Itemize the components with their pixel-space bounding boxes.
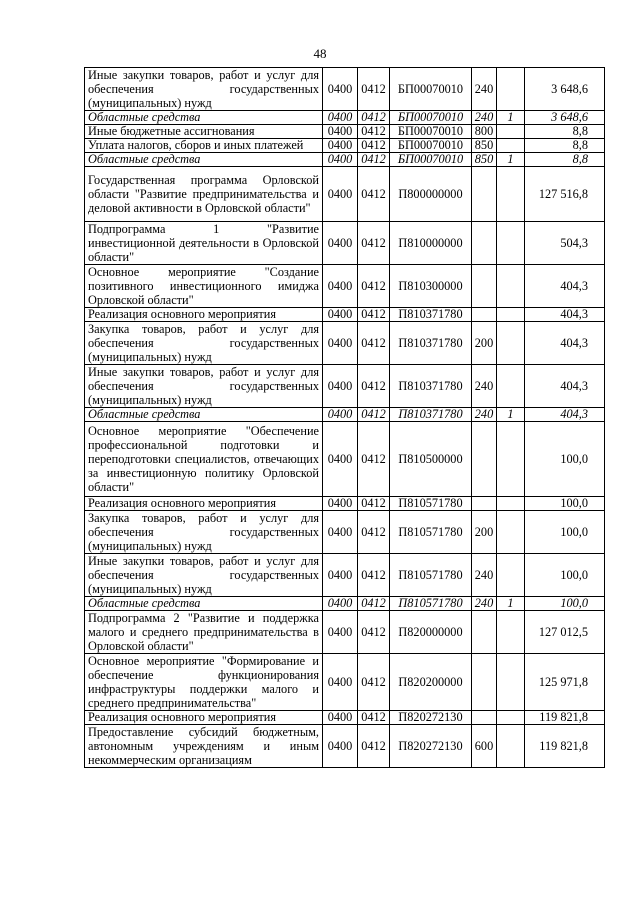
row-expense-type-code <box>472 611 497 654</box>
row-subsection-code: 0412 <box>358 654 390 711</box>
row-target-article-code: П810571780 <box>390 597 472 611</box>
row-name: Иные закупки товаров, работ и услуг для обеспечения государственных (муниципальных) нужд <box>85 365 323 408</box>
row-amount: 504,3 <box>525 222 605 265</box>
row-target-article-code: П810300000 <box>390 265 472 308</box>
row-subsection-code: 0412 <box>358 222 390 265</box>
row-funding-source <box>497 725 525 768</box>
row-funding-source <box>497 139 525 153</box>
row-subsection-code: 0412 <box>358 153 390 167</box>
row-section-code: 0400 <box>323 139 358 153</box>
row-funding-source <box>497 554 525 597</box>
row-funding-source <box>497 711 525 725</box>
row-funding-source <box>497 422 525 497</box>
table-row <box>85 611 605 654</box>
row-funding-source <box>497 654 525 711</box>
row-funding-source: 1 <box>497 408 525 422</box>
row-amount: 100,0 <box>525 422 605 497</box>
row-target-article-code: П810571780 <box>390 497 472 511</box>
row-section-code: 0400 <box>323 125 358 139</box>
table-row <box>85 139 605 153</box>
row-subsection-code: 0412 <box>358 125 390 139</box>
row-name: Иные бюджетные ассигнования <box>85 125 323 139</box>
row-section-code: 0400 <box>323 111 358 125</box>
row-subsection-code: 0412 <box>358 365 390 408</box>
row-name: Основное мероприятие "Создание позитивного инвестиционного имиджа Орловской области" <box>85 265 323 308</box>
row-funding-source <box>497 611 525 654</box>
row-expense-type-code: 800 <box>472 125 497 139</box>
row-name: Закупка товаров, работ и услуг для обеспечения государственных (муниципальных) нужд <box>85 322 323 365</box>
row-subsection-code: 0412 <box>358 111 390 125</box>
table-row <box>85 422 605 497</box>
row-subsection-code: 0412 <box>358 265 390 308</box>
table-row <box>85 554 605 597</box>
row-subsection-code: 0412 <box>358 511 390 554</box>
row-amount: 125 971,8 <box>525 654 605 711</box>
row-funding-source <box>497 125 525 139</box>
row-amount: 3 648,6 <box>525 111 605 125</box>
row-expense-type-code: 850 <box>472 153 497 167</box>
table-row <box>85 222 605 265</box>
row-target-article-code: БП00070010 <box>390 153 472 167</box>
table-row <box>85 125 605 139</box>
row-target-article-code: П800000000 <box>390 167 472 222</box>
row-name: Основное мероприятие "Обеспечение профессиональной подготовки и переподготовки специалистов, отвечающих за инвестиционную политику Орловской области" <box>85 422 323 497</box>
row-amount: 404,3 <box>525 365 605 408</box>
row-target-article-code: П820272130 <box>390 711 472 725</box>
row-name: Реализация основного мероприятия <box>85 308 323 322</box>
table-row <box>85 153 605 167</box>
row-subsection-code: 0412 <box>358 554 390 597</box>
table-row <box>85 654 605 711</box>
row-subsection-code: 0412 <box>358 139 390 153</box>
row-subsection-code: 0412 <box>358 322 390 365</box>
table-row <box>85 711 605 725</box>
row-expense-type-code: 240 <box>472 554 497 597</box>
budget-table <box>84 67 605 768</box>
row-target-article-code: П820200000 <box>390 654 472 711</box>
row-expense-type-code <box>472 265 497 308</box>
row-section-code: 0400 <box>323 365 358 408</box>
row-funding-source <box>497 265 525 308</box>
row-funding-source: 1 <box>497 597 525 611</box>
row-name: Реализация основного мероприятия <box>85 711 323 725</box>
row-expense-type-code: 240 <box>472 408 497 422</box>
row-subsection-code: 0412 <box>358 597 390 611</box>
row-expense-type-code: 850 <box>472 139 497 153</box>
row-target-article-code: БП00070010 <box>390 139 472 153</box>
row-target-article-code: П820272130 <box>390 725 472 768</box>
row-section-code: 0400 <box>323 711 358 725</box>
row-name: Иные закупки товаров, работ и услуг для обеспечения государственных (муниципальных) нужд <box>85 554 323 597</box>
row-subsection-code: 0412 <box>358 422 390 497</box>
row-expense-type-code: 240 <box>472 597 497 611</box>
row-target-article-code: П810571780 <box>390 554 472 597</box>
table-row <box>85 68 605 111</box>
table-row <box>85 167 605 222</box>
row-expense-type-code: 240 <box>472 365 497 408</box>
row-expense-type-code <box>472 711 497 725</box>
row-expense-type-code: 200 <box>472 511 497 554</box>
row-funding-source <box>497 308 525 322</box>
row-expense-type-code: 240 <box>472 111 497 125</box>
row-name: Основное мероприятие "Формирование и обеспечение функционирования инфраструктуры поддержки малого и среднего предпринимательства" <box>85 654 323 711</box>
row-section-code: 0400 <box>323 167 358 222</box>
row-section-code: 0400 <box>323 597 358 611</box>
row-section-code: 0400 <box>323 497 358 511</box>
row-target-article-code: БП00070010 <box>390 68 472 111</box>
row-expense-type-code <box>472 654 497 711</box>
row-funding-source: 1 <box>497 153 525 167</box>
row-target-article-code: П810371780 <box>390 308 472 322</box>
row-subsection-code: 0412 <box>358 611 390 654</box>
page-number: 48 <box>313 46 327 61</box>
row-expense-type-code <box>472 308 497 322</box>
row-subsection-code: 0412 <box>358 68 390 111</box>
row-name: Реализация основного мероприятия <box>85 497 323 511</box>
row-section-code: 0400 <box>323 511 358 554</box>
row-amount: 100,0 <box>525 597 605 611</box>
row-target-article-code: П810571780 <box>390 511 472 554</box>
row-section-code: 0400 <box>323 153 358 167</box>
row-amount: 8,8 <box>525 139 605 153</box>
table-row <box>85 265 605 308</box>
table-row <box>85 111 605 125</box>
table-row <box>85 308 605 322</box>
row-subsection-code: 0412 <box>358 711 390 725</box>
row-expense-type-code: 200 <box>472 322 497 365</box>
row-section-code: 0400 <box>323 408 358 422</box>
row-amount: 100,0 <box>525 511 605 554</box>
row-section-code: 0400 <box>323 611 358 654</box>
table-row <box>85 497 605 511</box>
row-expense-type-code <box>472 222 497 265</box>
row-target-article-code: БП00070010 <box>390 125 472 139</box>
row-amount: 119 821,8 <box>525 725 605 768</box>
row-expense-type-code <box>472 422 497 497</box>
table-body <box>85 68 605 768</box>
row-target-article-code: П810500000 <box>390 422 472 497</box>
row-section-code: 0400 <box>323 322 358 365</box>
row-subsection-code: 0412 <box>358 167 390 222</box>
row-funding-source <box>497 365 525 408</box>
row-section-code: 0400 <box>323 725 358 768</box>
row-section-code: 0400 <box>323 554 358 597</box>
row-expense-type-code: 600 <box>472 725 497 768</box>
row-amount: 8,8 <box>525 125 605 139</box>
row-subsection-code: 0412 <box>358 497 390 511</box>
row-funding-source <box>497 222 525 265</box>
row-amount: 3 648,6 <box>525 68 605 111</box>
row-funding-source: 1 <box>497 111 525 125</box>
row-amount: 119 821,8 <box>525 711 605 725</box>
row-funding-source <box>497 511 525 554</box>
row-target-article-code: П810371780 <box>390 408 472 422</box>
row-funding-source <box>497 497 525 511</box>
row-amount: 127 516,8 <box>525 167 605 222</box>
row-target-article-code: БП00070010 <box>390 111 472 125</box>
row-target-article-code: П820000000 <box>390 611 472 654</box>
table-row <box>85 511 605 554</box>
row-amount: 404,3 <box>525 265 605 308</box>
row-name: Областные средства <box>85 597 323 611</box>
table-row <box>85 725 605 768</box>
row-expense-type-code <box>472 167 497 222</box>
row-target-article-code: П810000000 <box>390 222 472 265</box>
row-funding-source <box>497 322 525 365</box>
row-name: Подпрограмма 1 "Развитие инвестиционной деятельности в Орловской области" <box>85 222 323 265</box>
row-expense-type-code <box>472 497 497 511</box>
row-amount: 404,3 <box>525 322 605 365</box>
row-subsection-code: 0412 <box>358 725 390 768</box>
row-amount: 100,0 <box>525 497 605 511</box>
row-section-code: 0400 <box>323 68 358 111</box>
row-name: Государственная программа Орловской области "Развитие предпринимательства и деловой активности в Орловской области" <box>85 167 323 222</box>
table-row <box>85 365 605 408</box>
row-section-code: 0400 <box>323 265 358 308</box>
row-funding-source <box>497 167 525 222</box>
row-amount: 127 012,5 <box>525 611 605 654</box>
row-name: Подпрограмма 2 "Развитие и поддержка малого и среднего предпринимательства в Орловской области" <box>85 611 323 654</box>
row-amount: 404,3 <box>525 408 605 422</box>
row-expense-type-code: 240 <box>472 68 497 111</box>
row-name: Закупка товаров, работ и услуг для обеспечения государственных (муниципальных) нужд <box>85 511 323 554</box>
row-section-code: 0400 <box>323 222 358 265</box>
row-subsection-code: 0412 <box>358 408 390 422</box>
row-target-article-code: П810371780 <box>390 365 472 408</box>
row-subsection-code: 0412 <box>358 308 390 322</box>
row-target-article-code: П810371780 <box>390 322 472 365</box>
row-name: Уплата налогов, сборов и иных платежей <box>85 139 323 153</box>
row-name: Предоставление субсидий бюджетным, автономным учреждениям и иным некоммерческим организациям <box>85 725 323 768</box>
table-row <box>85 408 605 422</box>
table-row <box>85 322 605 365</box>
row-amount: 100,0 <box>525 554 605 597</box>
row-funding-source <box>497 68 525 111</box>
row-section-code: 0400 <box>323 422 358 497</box>
row-name: Областные средства <box>85 111 323 125</box>
row-amount: 404,3 <box>525 308 605 322</box>
row-name: Областные средства <box>85 153 323 167</box>
row-name: Областные средства <box>85 408 323 422</box>
row-section-code: 0400 <box>323 308 358 322</box>
row-section-code: 0400 <box>323 654 358 711</box>
row-name: Иные закупки товаров, работ и услуг для обеспечения государственных (муниципальных) нужд <box>85 68 323 111</box>
row-amount: 8,8 <box>525 153 605 167</box>
table-row <box>85 597 605 611</box>
